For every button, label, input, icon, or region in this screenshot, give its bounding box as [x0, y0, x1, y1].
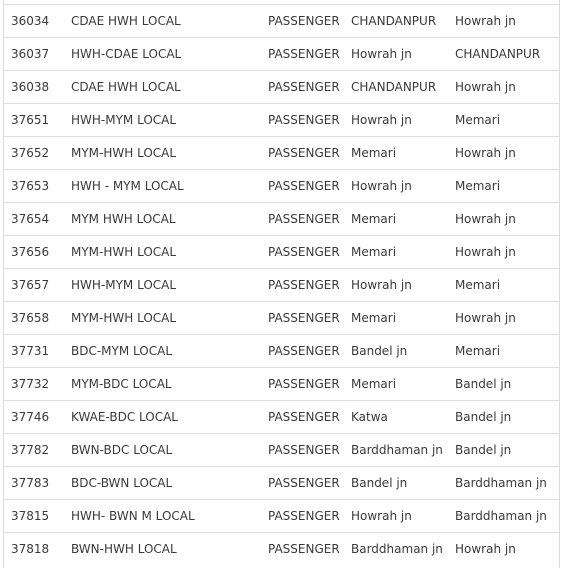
table-row [4, 302, 559, 335]
train-number-cell: 37652 [4, 137, 64, 170]
train-type-cell: PASSENGER [261, 533, 344, 566]
to-station-cell: Memari [448, 104, 559, 137]
from-station-cell: Bandel jn [344, 335, 448, 368]
train-number-cell: 36038 [4, 71, 64, 104]
table-row [4, 170, 559, 203]
train-number-cell: 37654 [4, 203, 64, 236]
to-station-cell: CHANDANPUR [448, 38, 559, 71]
from-station-cell: Memari [344, 137, 448, 170]
table-row [4, 104, 559, 137]
table-row [4, 467, 559, 500]
train-name-cell: HWH - MYM LOCAL [64, 170, 261, 203]
train-list-table [3, 0, 560, 568]
train-number-cell: 37818 [4, 533, 64, 566]
table-row [4, 5, 559, 38]
train-type-cell: PASSENGER [261, 335, 344, 368]
train-name-cell: MYM HWH LOCAL [64, 203, 261, 236]
train-number-cell: 37815 [4, 500, 64, 533]
from-station-cell: Memari [344, 368, 448, 401]
train-type-cell: PASSENGER [261, 5, 344, 38]
train-type-cell: PASSENGER [261, 401, 344, 434]
train-name-cell: KWAE-BDC LOCAL [64, 401, 261, 434]
from-station-cell: Howrah jn [344, 170, 448, 203]
table-row [4, 500, 559, 533]
train-number-cell: 36034 [4, 5, 64, 38]
table-row [4, 401, 559, 434]
table-row [4, 38, 559, 71]
train-type-cell: PASSENGER [261, 104, 344, 137]
from-station-cell: Memari [344, 236, 448, 269]
to-station-cell: Barddhaman jn [448, 467, 559, 500]
table-row [4, 71, 559, 104]
from-station-cell: Memari [344, 203, 448, 236]
table-row [4, 368, 559, 401]
train-name-cell: BWN-HWH LOCAL [64, 533, 261, 566]
train-number-cell: 37746 [4, 401, 64, 434]
train-number-cell: 37653 [4, 170, 64, 203]
to-station-cell: Barddhaman jn [448, 500, 559, 533]
train-number-cell: 37732 [4, 368, 64, 401]
train-type-cell: PASSENGER [261, 236, 344, 269]
train-name-cell: CDAE HWH LOCAL [64, 5, 261, 38]
to-station-cell: Bandel jn [448, 434, 559, 467]
train-number-cell: 37731 [4, 335, 64, 368]
train-name-cell: BDC-MYM LOCAL [64, 335, 261, 368]
from-station-cell: Howrah jn [344, 104, 448, 137]
from-station-cell: Bandel jn [344, 467, 448, 500]
train-name-cell: HWH-MYM LOCAL [64, 104, 261, 137]
train-number-cell: 37782 [4, 434, 64, 467]
train-table [4, 4, 559, 566]
table-row [4, 533, 559, 566]
train-number-cell: 37783 [4, 467, 64, 500]
train-type-cell: PASSENGER [261, 302, 344, 335]
from-station-cell: Howrah jn [344, 38, 448, 71]
train-number-cell: 37651 [4, 104, 64, 137]
train-type-cell: PASSENGER [261, 269, 344, 302]
table-row [4, 269, 559, 302]
train-type-cell: PASSENGER [261, 434, 344, 467]
train-name-cell: MYM-HWH LOCAL [64, 236, 261, 269]
from-station-cell: Katwa [344, 401, 448, 434]
to-station-cell: Howrah jn [448, 203, 559, 236]
table-row [4, 203, 559, 236]
table-row [4, 137, 559, 170]
train-name-cell: HWH-MYM LOCAL [64, 269, 261, 302]
table-row [4, 236, 559, 269]
train-name-cell: BWN-BDC LOCAL [64, 434, 261, 467]
train-number-cell: 37657 [4, 269, 64, 302]
to-station-cell: Howrah jn [448, 137, 559, 170]
from-station-cell: Barddhaman jn [344, 434, 448, 467]
from-station-cell: Howrah jn [344, 269, 448, 302]
from-station-cell: CHANDANPUR [344, 71, 448, 104]
from-station-cell: Barddhaman jn [344, 533, 448, 566]
train-name-cell: MYM-BDC LOCAL [64, 368, 261, 401]
train-name-cell: MYM-HWH LOCAL [64, 302, 261, 335]
train-name-cell: HWH- BWN M LOCAL [64, 500, 261, 533]
train-number-cell: 37658 [4, 302, 64, 335]
train-type-cell: PASSENGER [261, 203, 344, 236]
train-type-cell: PASSENGER [261, 71, 344, 104]
to-station-cell: Bandel jn [448, 368, 559, 401]
to-station-cell: Howrah jn [448, 71, 559, 104]
table-row [4, 335, 559, 368]
train-number-cell: 36037 [4, 38, 64, 71]
from-station-cell: CHANDANPUR [344, 5, 448, 38]
to-station-cell: Memari [448, 170, 559, 203]
train-name-cell: MYM-HWH LOCAL [64, 137, 261, 170]
train-type-cell: PASSENGER [261, 170, 344, 203]
train-type-cell: PASSENGER [261, 368, 344, 401]
train-name-cell: CDAE HWH LOCAL [64, 71, 261, 104]
train-type-cell: PASSENGER [261, 500, 344, 533]
train-number-cell: 37656 [4, 236, 64, 269]
to-station-cell: Howrah jn [448, 5, 559, 38]
to-station-cell: Howrah jn [448, 533, 559, 566]
train-table-body [4, 5, 559, 566]
to-station-cell: Bandel jn [448, 401, 559, 434]
from-station-cell: Memari [344, 302, 448, 335]
train-name-cell: HWH-CDAE LOCAL [64, 38, 261, 71]
from-station-cell: Howrah jn [344, 500, 448, 533]
train-type-cell: PASSENGER [261, 467, 344, 500]
train-name-cell: BDC-BWN LOCAL [64, 467, 261, 500]
to-station-cell: Memari [448, 269, 559, 302]
to-station-cell: Howrah jn [448, 236, 559, 269]
train-type-cell: PASSENGER [261, 137, 344, 170]
to-station-cell: Howrah jn [448, 302, 559, 335]
to-station-cell: Memari [448, 335, 559, 368]
table-row [4, 434, 559, 467]
train-type-cell: PASSENGER [261, 38, 344, 71]
